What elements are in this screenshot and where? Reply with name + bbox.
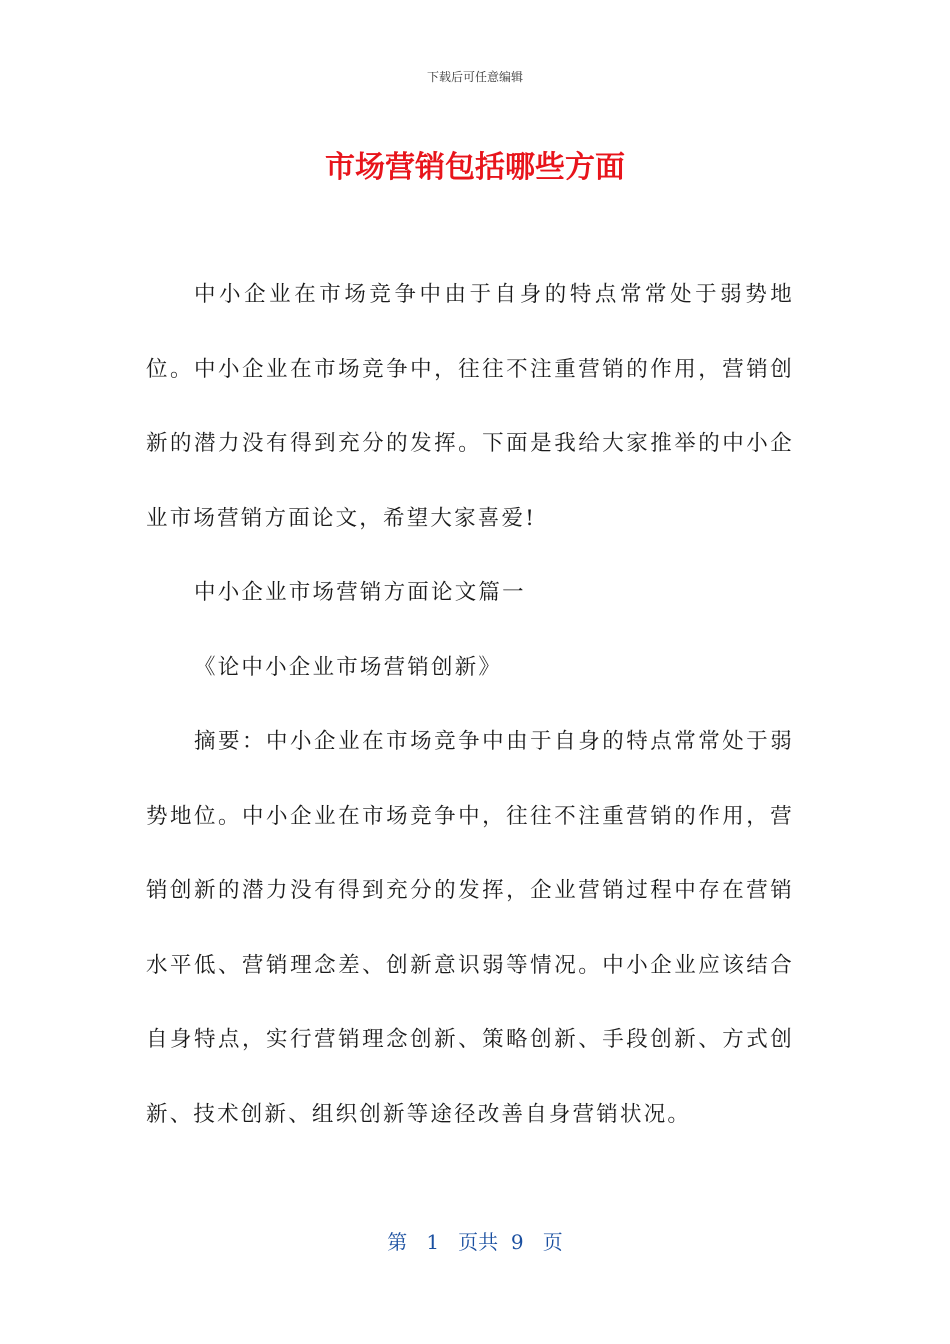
footer-prefix: 第: [387, 1230, 408, 1254]
header-note: 下载后可任意编辑: [426, 70, 523, 84]
paragraph-abstract: 摘要：中小企业在市场竞争中由于自身的特点常常处于弱势地位。中小企业在市场竞争中，往往不注重营销的作用，营销创新的潜力没有得到充分的发挥，企业营销过程中存在营销水平低、营销理念差、创新意识弱等情况。中小企业应该结合自身特点，实行营销理念创新、策略创新、手段创新、方式创新、技术创新、组织创新等途径改善自身营销状况。: [146, 729, 794, 1127]
paragraph-intro: 中小企业在市场竞争中由于自身的特点常常处于弱势地位。中小企业在市场竞争中，往往不注重营销的作用，营销创新的潜力没有得到充分的发挥。下面是我给大家推举的中小企业市场营销方面论文，希望大家喜爱!: [146, 282, 794, 531]
footer-suffix: 页: [542, 1230, 563, 1254]
paragraph-section-heading: 中小企业市场营销方面论文篇一: [194, 580, 526, 605]
footer-current-page: 1: [426, 1230, 440, 1254]
paragraph-paper-title: 《论中小企业市场营销创新》: [194, 655, 503, 680]
document-title: 市场营销包括哪些方面: [325, 150, 625, 185]
page-footer: [0, 1226, 950, 1255]
footer-total-pages: 9: [510, 1230, 524, 1254]
footer-middle: 页共: [458, 1230, 499, 1254]
